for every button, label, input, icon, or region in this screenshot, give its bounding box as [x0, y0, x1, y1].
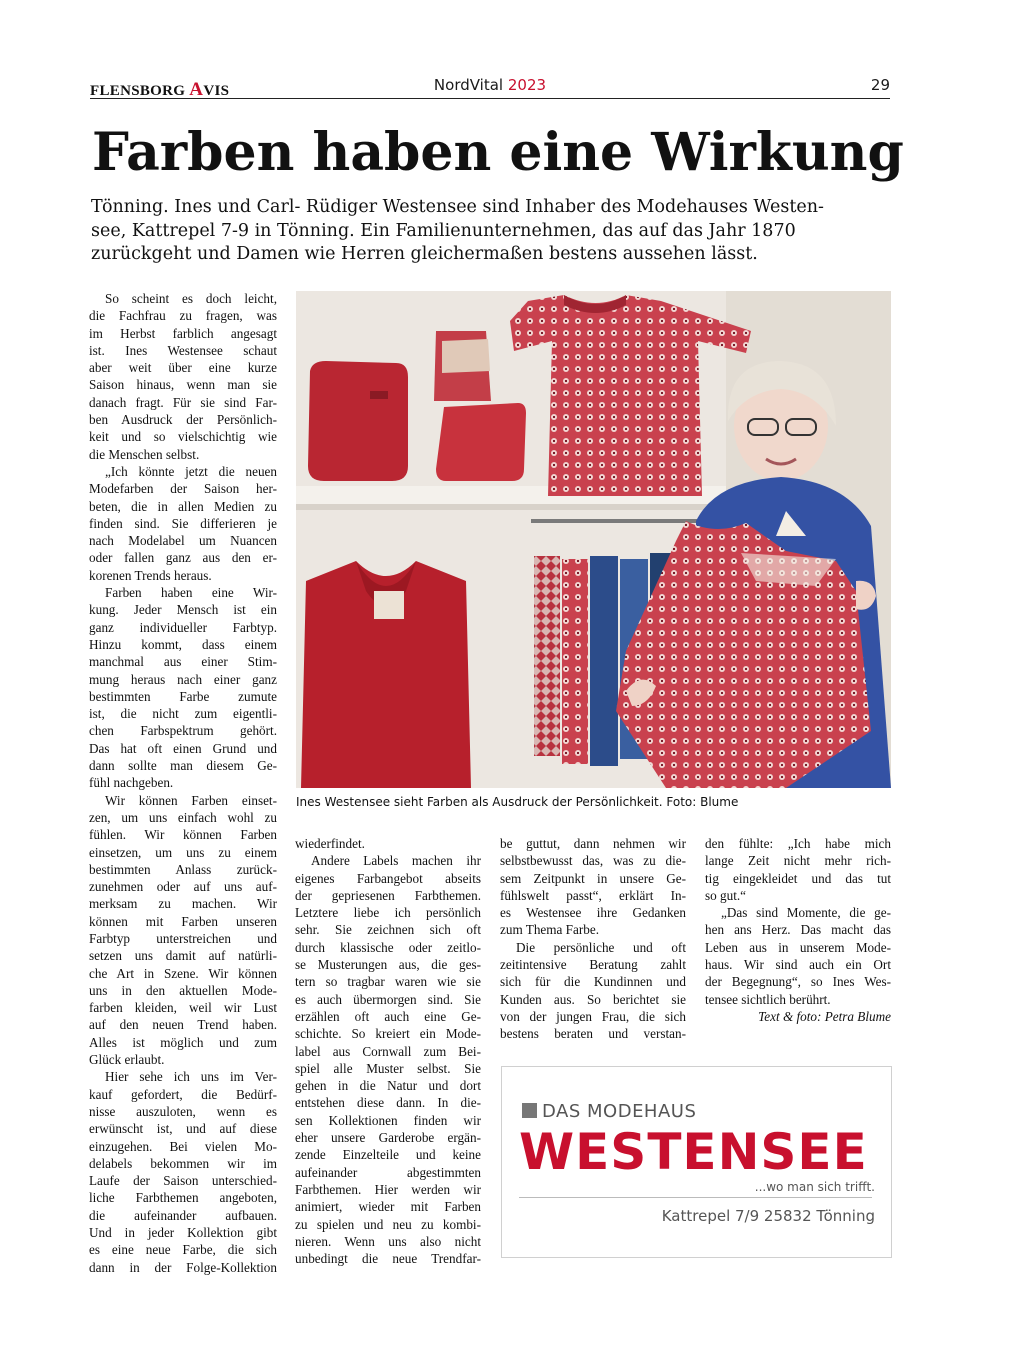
article-text-line: mung heraus nach einer ganz — [89, 671, 277, 687]
article-text-line: aufeinander abgestimmten — [295, 1164, 481, 1180]
article-text-line: nisse auszuloten, wenn es — [89, 1103, 277, 1119]
newspaper-masthead — [90, 79, 229, 101]
article-text-line: der Begegnung“, so Ines Wes- — [705, 974, 891, 990]
article-text-line: eigenes Farbangebot abseits — [295, 870, 481, 886]
lead-paragraph — [91, 196, 891, 267]
article-text-line: entstehen diese dann. In die- — [295, 1095, 481, 1111]
article-text-line: tern so tragbar waren wie sie — [295, 974, 481, 990]
article-text-line: haus. Wir sind auch ein Ort — [705, 957, 891, 973]
article-text-line: Saison hinaus, wenn man sie — [89, 377, 277, 393]
article-text-line: bestimmten Anlass zurück- — [89, 861, 277, 877]
article-text-line: korenen Trends heraus. — [89, 567, 212, 583]
masthead-logo-letter: A — [189, 79, 204, 100]
article-text-line: dann in der Folge-Kollektion — [89, 1259, 277, 1275]
article-text-line: von der jungen Frau, die sich — [500, 1008, 686, 1024]
article-text-line: Letztere liebe ich persönlich — [295, 905, 481, 921]
article-text-line: tensee sichtlich berührt. — [705, 991, 831, 1007]
article-text-line: Alles ist möglich und zum — [89, 1034, 277, 1050]
article-text-line: auf den neuen Trend haben. — [89, 1017, 277, 1033]
article-text-line: be guttut, dann nehmen wir — [500, 836, 686, 851]
square-icon — [522, 1103, 537, 1118]
article-text-line: Wir können Farben einset- — [105, 792, 277, 808]
article-text-line: animiert, wieder mit Farben — [295, 1199, 481, 1215]
article-text-line: sich für die Kundinnen und — [500, 974, 686, 990]
lead-line: see, Kattrepel 7-9 in Tönning. Ein Familienunternehmen, das auf das Jahr 1870 — [91, 220, 796, 241]
article-text-line: die aufeinander aufbauen. — [89, 1207, 277, 1223]
article-text-line: ben Ausdruck der Persönlich- — [89, 412, 277, 428]
article-text-line: Glück erlaubt. — [89, 1052, 165, 1068]
article-text-line: aber weit über eine kurze — [89, 360, 277, 376]
article-photo — [296, 291, 891, 788]
ad-kicker-text: DAS MODEHAUS — [542, 1101, 697, 1122]
section-title — [430, 76, 550, 94]
article-text-line: ist. Ines Westensee schaut — [89, 342, 277, 358]
article-text-line: lange Zeit nicht mehr rich- — [705, 853, 891, 869]
article-text-line: beten, die in allen Medien zu — [89, 498, 277, 514]
article-text-line: so gut.“ — [705, 887, 747, 903]
photo-caption: Ines Westensee sieht Farben als Ausdruck der Persönlichkeit. Foto: Blume — [296, 795, 739, 809]
article-text-line: finden sind. Sie differieren je — [89, 515, 277, 531]
article-text-line: Die persönliche und oft — [516, 939, 686, 955]
article-text-line: erzählen oft auch eine Ge- — [295, 1008, 481, 1024]
article-column-4 — [705, 835, 891, 1025]
article-text-line: liche Farbthemen angeboten, — [89, 1190, 277, 1206]
article-text-line: Farbtyp unterstreichen und — [89, 930, 277, 946]
article-text-line: fühlswelt passt“, erklärt In- — [500, 887, 686, 903]
page-number: 29 — [870, 76, 890, 94]
ad-divider — [519, 1197, 872, 1198]
masthead-text-end: VIS — [203, 83, 230, 99]
ad-brand-name: WESTENSEE — [519, 1123, 868, 1181]
article-text-line: keit und so vielschichtig wie — [89, 429, 277, 445]
article-text-line: Hinzu kommt, dass einem — [89, 636, 277, 652]
article-text-line: delabels bekommen wir im — [89, 1155, 277, 1171]
article-text-line: schichte. So kreiert ein Mode- — [295, 1026, 481, 1042]
article-text-line: se Musterungen aus, die ges- — [295, 957, 481, 973]
article-text-line: danach fragt. Für sie sind Far- — [89, 394, 277, 410]
article-text-line: label aus Cornwall zum Bei- — [295, 1043, 481, 1059]
article-text-line: setzen uns damit auf natürli- — [89, 948, 277, 964]
article-text-line: che Art in Szene. Wir können — [89, 965, 277, 981]
ad-slogan: ...wo man sich trifft. — [754, 1180, 875, 1194]
article-text-line: sem Zeitpunkt in unsere Ge- — [500, 870, 686, 886]
article-text-line: Farben haben eine Wir- — [105, 585, 277, 601]
article-text-line: einsetzen, um uns zu einem — [89, 844, 277, 860]
article-text-line: spiel alle Muster selbst. Sie — [295, 1060, 481, 1076]
article-column-3 — [500, 835, 686, 1043]
article-text-line: manchmal aus einer Stim- — [89, 654, 277, 670]
article-text-line: es eine neue Farbe, die sich — [89, 1242, 277, 1258]
ad-kicker — [522, 1101, 696, 1122]
article-text-line: den fühlte: „Ich habe mich — [705, 836, 891, 851]
article-text-line: es auch übermorgen sind. Sie — [295, 991, 481, 1007]
author-credit: Text & foto: Petra Blume — [758, 1008, 891, 1024]
lead-line: zurückgeht und Damen wie Herren gleichermaßen bestens aussehen lässt. — [91, 244, 758, 264]
article-text-line: Laufe der Saison unterschied- — [89, 1173, 277, 1189]
article-text-line: oder fallen ganz aus den er- — [89, 550, 277, 566]
article-text-line: „Ich könnte jetzt die neuen — [105, 463, 277, 479]
article-text-line: Leben aus in unserem Mode- — [705, 939, 891, 955]
ad-address: Kattrepel 7/9 25832 Tönning — [661, 1207, 875, 1225]
article-text-line: können mit Farben unseren — [89, 913, 277, 929]
masthead-text: FLENSBORG — [90, 83, 190, 99]
article-text-line: die Menschen selbst. — [89, 446, 200, 462]
section-name: NordVital — [433, 76, 504, 94]
article-text-line: zum Thema Farbe. — [500, 922, 599, 938]
article-text-line: unbedingt die neue Trendfar- — [295, 1251, 481, 1267]
article-text-line: ist, die nicht zum eigentli- — [89, 706, 277, 722]
article-text-line: sehr. Sie zeichnen sich oft — [295, 922, 481, 938]
article-text-line: es Westensee ihre Gedanken — [500, 905, 686, 921]
article-text-line: Modefarben der Saison her- — [89, 481, 277, 497]
article-text-line: bestimmten Farbe zumute — [89, 688, 277, 704]
lead-line: Tönning. Ines und Carl- Rüdiger Westensee sind Inhaber des Modehauses Westen- — [91, 197, 824, 217]
article-column-2 — [295, 835, 481, 1267]
article-text-line: erwünscht ist, und auf diese — [89, 1121, 277, 1137]
article-text-line: im Herbst farblich angesagt — [89, 325, 277, 341]
article-text-line: wiederfindet. — [295, 836, 365, 851]
article-text-line: nieren. Wenn uns also nicht — [295, 1233, 481, 1249]
article-text-line: nach Modelabel um Nuancen — [89, 533, 277, 549]
article-text-line: fühl nachgeben. — [89, 775, 174, 791]
article-text-line: sen Kollektionen finden wir — [295, 1112, 481, 1128]
article-text-line: farben kleiden, weil wir Lust — [89, 1000, 277, 1016]
headline: Farben haben eine Wirkung — [92, 122, 904, 183]
article-text-line: kauf gefordert, die Bedürf- — [89, 1086, 277, 1102]
article-text-line: hen ans Herz. Das macht das — [705, 922, 891, 938]
article-text-line: dann sollte man diesem Ge- — [89, 758, 277, 774]
article-text-line: Hier sehe ich uns im Ver- — [105, 1069, 277, 1085]
article-text-line: eher unsere Garderobe ergän- — [295, 1130, 481, 1146]
article-text-line: Andere Labels machen ihr — [311, 853, 481, 869]
article-text-line: Kunden aus. So berichtet sie — [500, 991, 686, 1007]
article-text-line: selbstbewusst das, was zu die- — [500, 853, 686, 869]
section-year: 2023 — [507, 76, 547, 94]
page-header — [90, 76, 890, 99]
article-text-line: die Fachfrau zu fragen, was — [89, 308, 277, 324]
article-text-line: Das hat oft einen Grund und — [89, 740, 277, 756]
article-text-line: kung. Jeder Mensch ist ein — [89, 602, 277, 618]
article-column-1 — [89, 290, 277, 1276]
article-text-line: fühlen. Wir können Farben — [89, 827, 277, 843]
article-text-line: gehen in die Natur und dort — [295, 1078, 481, 1094]
article-text-line: zeitintensive Beratung zahlt — [500, 957, 686, 973]
article-text-line: Farbthemen. Hier werden wir — [295, 1181, 481, 1197]
article-text-line: durch klassische oder zeitlo- — [295, 939, 481, 955]
article-text-line: zu spielen und neu zu kombi- — [295, 1216, 481, 1232]
article-text-line: tig eingekleidet und das tut — [705, 870, 891, 886]
article-text-line: bestens beraten und verstan- — [500, 1026, 686, 1042]
article-text-line: chen Farbspektrum gehört. — [89, 723, 277, 739]
article-text-line: „Das sind Momente, die ge- — [721, 905, 891, 921]
advertisement[interactable] — [501, 1066, 892, 1258]
article-text-line: ganz individueller Farbtyp. — [89, 619, 277, 635]
article-text-line: Und in jeder Kollektion gibt — [89, 1225, 277, 1241]
article-text-line: zunehmen oder auf uns auf- — [89, 879, 277, 895]
article-text-line: zende Einzelteile und keine — [295, 1147, 481, 1163]
article-text-line: der gepriesenen Farbthemen. — [295, 887, 481, 903]
article-text-line: So scheint es doch leicht, — [105, 291, 277, 306]
article-text-line: uns in den aktuellen Mode- — [89, 982, 277, 998]
article-text-line: einzugehen. Bei vielen Mo- — [89, 1138, 277, 1154]
article-text-line: zen, um uns einfach wohl zu — [89, 809, 277, 825]
photo-illustration — [296, 291, 891, 788]
article-text-line: merksam zu machen. Wir — [89, 896, 277, 912]
